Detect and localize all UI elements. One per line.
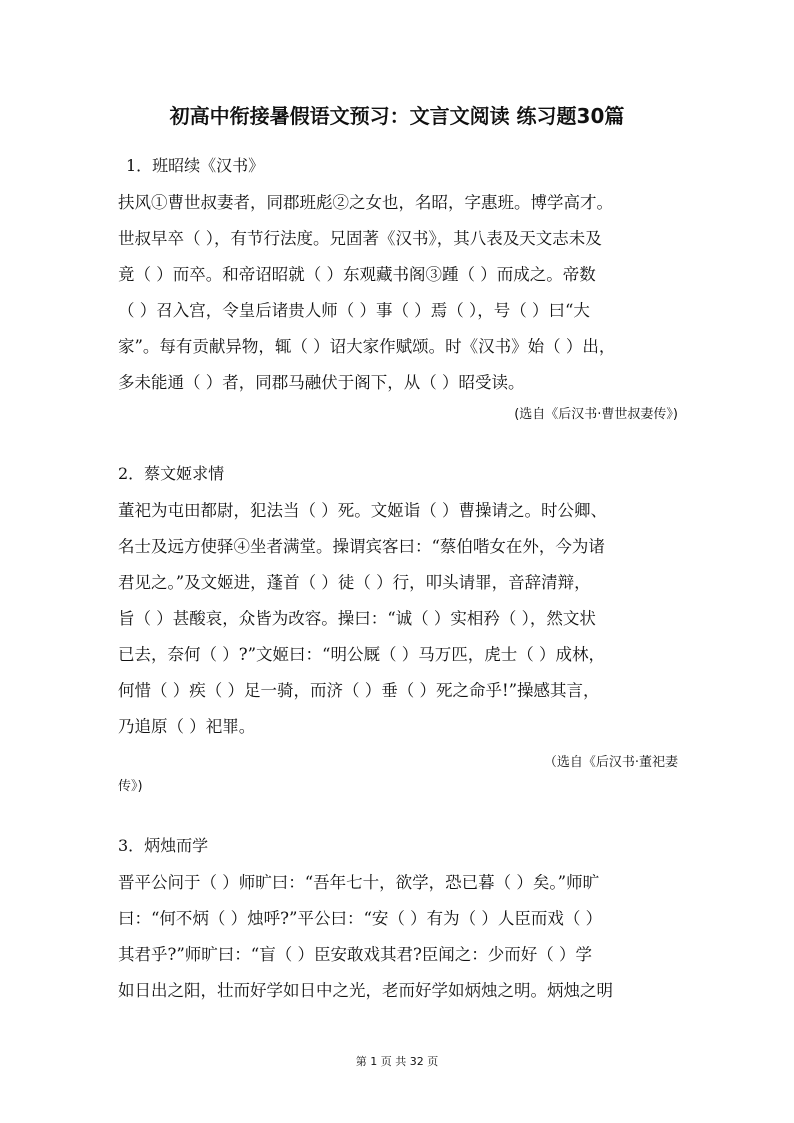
text-line: 多未能通（ ）者，同郡马融伏于阁下，从（ ）昭受读。 bbox=[118, 373, 525, 392]
source-citation-continued: 传》) bbox=[118, 779, 143, 794]
text-line: 名士及远方使驿④坐者满堂。操谓宾客曰：“蔡伯喈女在外，今为诸 bbox=[118, 537, 605, 556]
text-line: 家”。每有贡献异物，辄（ ）诏大家作赋颂。时《汉书》始（ ）出， bbox=[118, 337, 616, 356]
text-line: 旨（ ）甚酸哀，众皆为改容。操曰：“诚（ ）实相矜（ ），然文状 bbox=[118, 609, 596, 628]
source-citation: (选自《后汉书·曹世叔妻传》) bbox=[514, 407, 678, 422]
text-line: 竟（ ）而卒。和帝诏昭就（ ）东观藏书阁③踵（ ）而成之。帝数 bbox=[118, 265, 596, 284]
text-line: 乃追原（ ）祀罪。 bbox=[118, 717, 256, 736]
section-1 bbox=[118, 154, 688, 425]
section-body bbox=[118, 493, 688, 745]
section-heading: 1．班昭续《汉书》 bbox=[126, 156, 265, 175]
text-line: 如日出之阳，壮而好学如日中之光，老而好学如炳烛之明。炳烛之明 bbox=[118, 981, 613, 1000]
section-heading: 2．蔡文姬求情 bbox=[118, 464, 225, 483]
text-line: 扶风①曹世叔妻者，同郡班彪②之女也，名昭，字惠班。博学高才。 bbox=[118, 193, 613, 212]
source-citation: （选自《后汉书·董祀妻 bbox=[543, 755, 678, 770]
section-heading: 3．炳烛而学 bbox=[118, 836, 209, 855]
section-body bbox=[118, 185, 688, 401]
text-line: （ ）召入宫，令皇后诸贵人师（ ）事（ ）焉（ ），号（ ）曰“大 bbox=[118, 301, 590, 320]
section-3 bbox=[118, 834, 688, 1009]
section-2 bbox=[118, 462, 688, 797]
text-line: 董祀为屯田都尉，犯法当（ ）死。文姬诣（ ）曹操请之。时公卿、 bbox=[118, 501, 607, 520]
section-body bbox=[118, 865, 688, 1009]
text-line: 晋平公问于（ ）师旷曰：“吾年七十，欲学，恐已暮（ ）矣。”师旷 bbox=[118, 873, 600, 892]
text-line: 君见之。”及文姬进，蓬首（ ）徒（ ）行，叩头请罪，音辞清辩， bbox=[118, 573, 591, 592]
page-title: 初高中衔接暑假语文预习：文言文阅读 练习题30篇 bbox=[169, 104, 625, 128]
text-line: 曰：“何不炳（ ）烛呼?”平公曰：“安（ ）有为（ ）人臣而戏（ ） bbox=[118, 909, 603, 928]
text-line: 世叔早卒（ ），有节行法度。兄固著《汉书》，其八表及天文志未及 bbox=[118, 229, 602, 248]
text-line: 其君乎?”师旷曰：“盲（ ）臣安敢戏其君?臣闻之：少而好（ ）学 bbox=[118, 945, 593, 964]
page-footer: 第 1 页 共 32 页 bbox=[355, 1055, 439, 1068]
text-line: 何惜（ ）疾（ ）足一骑，而济（ ）垂（ ）死之命乎!”操感其言， bbox=[118, 681, 600, 700]
text-line: 已去，奈何（ ）?”文姬曰：“明公厩（ ）马万匹，虎士（ ）成林， bbox=[118, 645, 605, 664]
